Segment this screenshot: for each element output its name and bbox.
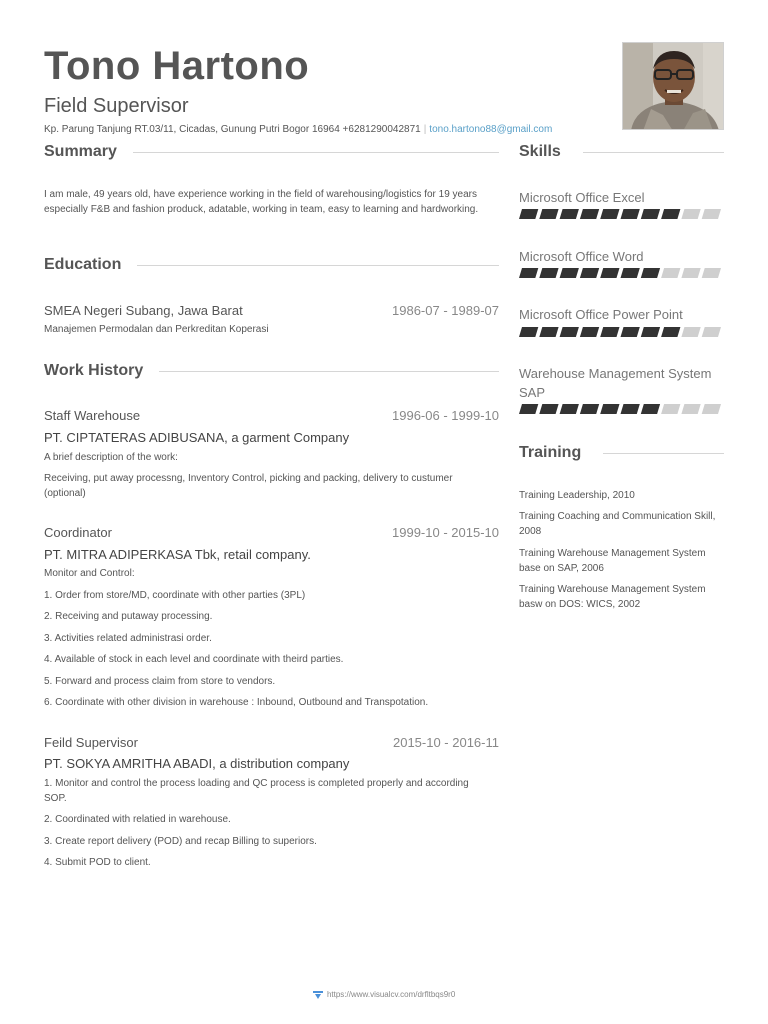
skill-segment-filled: [560, 404, 579, 414]
skill-segment-empty: [681, 209, 700, 219]
skill-level-bar: [519, 268, 721, 278]
skill-segment-filled: [519, 327, 538, 337]
job-title: Staff Warehouse: [44, 408, 141, 423]
skill-name: Microsoft Office Excel: [519, 190, 645, 205]
job-dates: 1999-10 - 2015-10: [392, 525, 499, 540]
skill-segment-filled: [621, 327, 640, 337]
training-section-header: [519, 444, 724, 462]
skill-segment-empty: [681, 404, 700, 414]
skills-heading: Skills: [519, 143, 561, 160]
contact-separator: |: [423, 124, 427, 135]
job-title: Coordinator: [44, 525, 112, 540]
job-company: PT. SOKYA AMRITHA ABADI, a distribution company: [44, 756, 350, 771]
skill-segment-empty: [702, 209, 721, 219]
education-school: SMEA Negeri Subang, Jawa Barat: [44, 303, 243, 318]
profile-photo: [622, 42, 724, 130]
skill-segment-empty: [681, 268, 700, 278]
work-history-divider: [159, 371, 499, 372]
skill-segment-filled: [580, 209, 599, 219]
skill-segment-filled: [519, 404, 538, 414]
job-description-line: 3. Activities related administrasi order.: [44, 633, 212, 644]
work-history-section-header: [44, 362, 499, 380]
skill-segment-filled: [539, 404, 558, 414]
skill-segment-filled: [621, 268, 640, 278]
work-history-heading: Work History: [44, 362, 144, 379]
education-dates: 1986-07 - 1989-07: [392, 303, 499, 318]
address: Kp. Parung Tanjung RT.03/11, Cicadas, Gunung Putri Bogor 16964: [44, 124, 340, 135]
job-description-line: 4. Submit POD to client.: [44, 857, 151, 868]
skill-segment-empty: [681, 327, 700, 337]
job-description-line: Receiving, put away processng, Inventory Control, picking and packing, delivery to custumer (optional): [44, 473, 453, 499]
job-title: Feild Supervisor: [44, 735, 138, 750]
skill-segment-filled: [661, 327, 680, 337]
education-heading: Education: [44, 256, 122, 273]
skill-segment-filled: [621, 404, 640, 414]
training-item: Training Warehouse Management System base on SAP, 2006: [519, 548, 706, 574]
job-company: PT. CIPTATERAS ADIBUSANA, a garment Company: [44, 430, 350, 445]
job-description-line: 1. Order from store/MD, coordinate with other parties (3PL): [44, 590, 306, 601]
skill-segment-filled: [539, 209, 558, 219]
skills-divider: [583, 152, 724, 153]
skill-name: Microsoft Office Power Point: [519, 307, 683, 322]
skill-segment-filled: [580, 268, 599, 278]
skill-segment-filled: [580, 327, 599, 337]
skill-segment-filled: [519, 209, 538, 219]
job-description-line: 2. Coordinated with relatied in warehouse.: [44, 814, 231, 825]
footer-url[interactable]: https://www.visualcv.com/drfltbqs9r0: [326, 990, 456, 999]
profile-photo-image: [623, 43, 724, 130]
summary-heading: Summary: [44, 143, 117, 160]
skill-segment-filled: [641, 209, 660, 219]
education-divider: [137, 265, 499, 266]
skill-segment-filled: [539, 327, 558, 337]
job-dates: 1996-06 - 1999-10: [392, 408, 499, 423]
visualcv-logo-icon: [313, 991, 323, 999]
job-description-line: 5. Forward and process claim from store to vendors.: [44, 676, 276, 687]
training-divider: [603, 453, 724, 454]
training-item: Training Coaching and Communication Skill, 2008: [519, 511, 716, 537]
skill-segment-filled: [661, 209, 680, 219]
skill-segment-filled: [621, 209, 640, 219]
job-dates: 2015-10 - 2016-11: [392, 735, 499, 750]
job-description-line: 3. Create report delivery (POD) and recap Billing to superiors.: [44, 836, 317, 847]
summary-text: I am male, 49 years old, have experience working in the field of warehousing/logistics for 19 years especially F&B and fashion produck, adatable, working in team, easy to learning and hardworking.: [44, 189, 479, 215]
skill-segment-empty: [702, 327, 721, 337]
candidate-role: Field Supervisor: [44, 95, 189, 117]
footer: [0, 990, 768, 999]
job-description-line: 6. Coordinate with other division in warehouse : Inbound, Outbound and Transpotation.: [44, 697, 429, 708]
skill-level-bar: [519, 327, 721, 337]
job-description-line: 2. Receiving and putaway processing.: [44, 611, 213, 622]
training-item: Training Leadership, 2010: [519, 490, 635, 501]
skills-section-header: [519, 143, 724, 161]
email-link[interactable]: tono.hartono88@gmail.com: [429, 124, 553, 135]
job-description-line: 1. Monitor and control the process loading and QC process is completed properly and according SOP.: [44, 778, 469, 804]
skill-segment-filled: [539, 268, 558, 278]
skill-segment-filled: [641, 327, 660, 337]
job-description-line: Monitor and Control:: [44, 568, 135, 579]
job-description-line: 4. Available of stock in each level and coordinate with theird parties.: [44, 654, 344, 665]
skill-name: Warehouse Management System SAP: [519, 366, 712, 400]
skill-segment-filled: [600, 209, 619, 219]
education-major: Manajemen Permodalan dan Perkreditan Koperasi: [44, 324, 269, 335]
skill-segment-filled: [600, 327, 619, 337]
skill-segment-filled: [560, 327, 579, 337]
skill-segment-filled: [519, 268, 538, 278]
education-section-header: [44, 256, 499, 274]
skill-segment-empty: [661, 404, 680, 414]
skill-segment-filled: [560, 268, 579, 278]
skill-segment-empty: [702, 404, 721, 414]
skill-segment-filled: [560, 209, 579, 219]
summary-divider: [133, 152, 499, 153]
skill-segment-filled: [600, 404, 619, 414]
skill-level-bar: [519, 209, 721, 219]
candidate-name: Tono Hartono: [44, 44, 310, 88]
phone: +6281290042871: [342, 124, 421, 135]
training-item: Training Warehouse Management System basw on DOS: WICS, 2002: [519, 584, 706, 610]
skill-segment-empty: [702, 268, 721, 278]
skill-segment-empty: [661, 268, 680, 278]
skill-name: Microsoft Office Word: [519, 249, 644, 264]
summary-section-header: [44, 143, 499, 161]
contact-line: [44, 124, 552, 135]
job-description-line: A brief description of the work:: [44, 452, 178, 463]
skill-segment-filled: [600, 268, 619, 278]
skill-level-bar: [519, 404, 721, 414]
job-company: PT. MITRA ADIPERKASA Tbk, retail company.: [44, 547, 311, 562]
training-heading: Training: [519, 444, 582, 461]
skill-segment-filled: [580, 404, 599, 414]
skill-segment-filled: [641, 268, 660, 278]
skill-segment-filled: [641, 404, 660, 414]
